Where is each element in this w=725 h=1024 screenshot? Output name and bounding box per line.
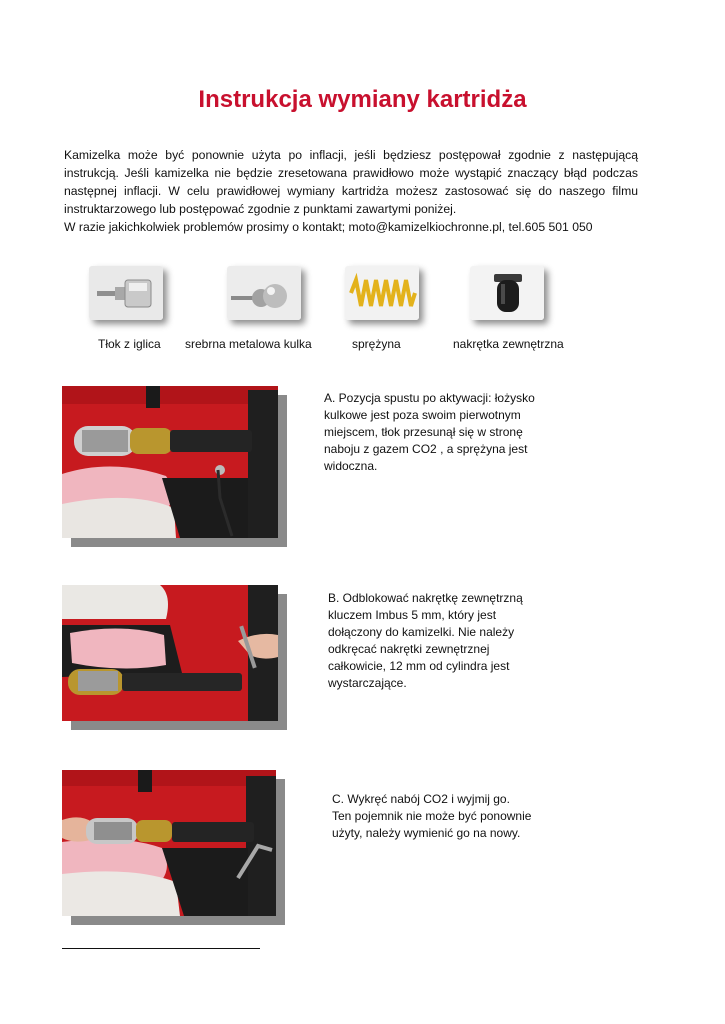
nut-icon (470, 266, 544, 320)
contact-line: W razie jakichkolwiek problemów prosimy o kontakt; moto@kamizelkiochronne.pl, tel.605 501 050 (64, 220, 593, 234)
part-label-nut: nakrętka zewnętrzna (453, 337, 564, 351)
spring-icon (345, 266, 419, 320)
footnote-separator (62, 948, 260, 949)
part-label-spring: sprężyna (352, 337, 401, 351)
intro-text (64, 146, 638, 236)
step-c-photo (62, 770, 276, 916)
ball-icon (227, 266, 301, 320)
part-label-piston: Tłok z iglica (98, 337, 161, 351)
page-title: Instrukcja wymiany kartridża (198, 86, 527, 113)
step-b-photo (62, 585, 278, 721)
step-c-text (332, 774, 547, 859)
piston-icon (89, 266, 163, 320)
step-a-description: A. Pozycja spustu po aktywacji: łożysko kulkowe jest poza swoim pierwotnym miejscem, tłok przesunął się w stronę naboju z gazem CO2 , a sprężyna jest widoczna. (324, 391, 535, 473)
step-b-text (328, 590, 543, 692)
step-a-photo (62, 386, 278, 538)
step-b-description: B. Odblokować nakrętkę zewnętrzną kluczem Imbus 5 mm, który jest dołączony do kamizelki. Nie należy odkręcać nakrętki zewnętrznej całkowicie, 12 mm od cylindra jest wystarczające. (328, 591, 523, 690)
step-c-description: C. Wykręć nabój CO2 i wyjmij go. Ten pojemnik nie może być ponownie użyty, należy wymienić go na nowy. (332, 792, 532, 840)
intro-paragraph: Kamizelka może być ponownie użyta po inflacji, jeśli będziesz postępował zgodnie z następującą instrukcją. Jeśli kamizelka nie będzie zresetowana prawidłowo może wystąpić znaczący błąd podczas następnej inflacji. W celu prawidłowej wymiany kartridża możesz zastosować się do naszego filmu instruktarzowego lub postępować zgodnie z punktami zawartymi poniżej. (64, 148, 638, 216)
step-a-text (324, 390, 554, 475)
part-label-ball: srebrna metalowa kulka (185, 337, 312, 351)
